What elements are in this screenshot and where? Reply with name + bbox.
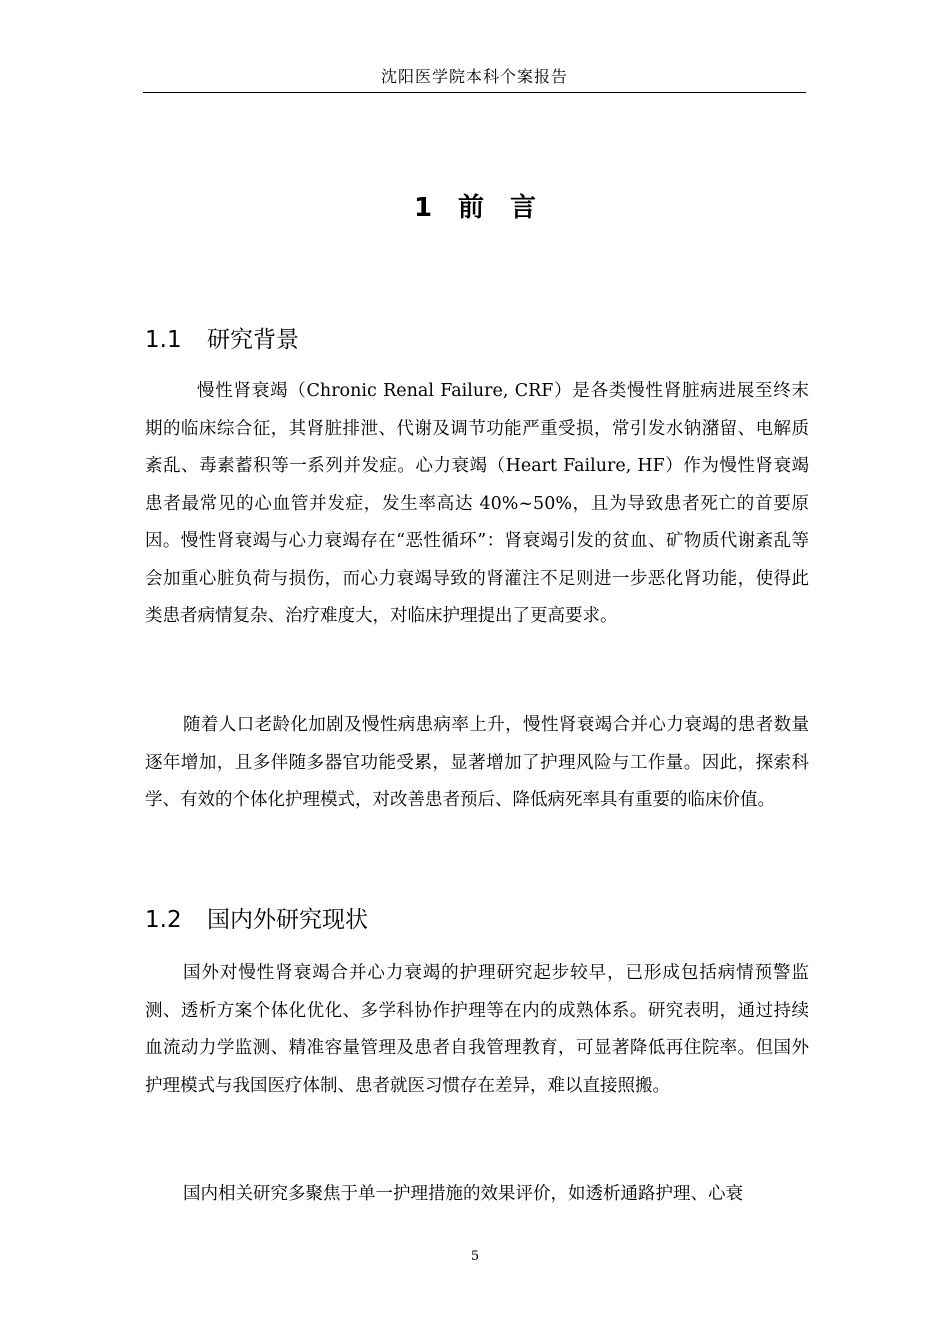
paragraph-background-1: 慢性肾衰竭（Chronic Renal Failure, CRF）是各类慢性肾脏病进展至终末期的临床综合征，其肾脏排泄、代谢及调节功能严重受损，常引发水钠潴留、电解质紊乱、毒素蓄积等一系列并发症。心力衰竭（Heart Failure, HF）作为慢性肾衰竭患者最常见的心血管并发症，发生率高达 40%~50%，且为导致患者死亡的首要原因。慢性肾衰竭与心力衰竭存在“恶性循环”：肾衰竭引发的贫血、矿物质代谢紊乱等会加重心脏负荷与损伤，而心力衰竭导致的肾灌注不足则进一步恶化肾功能，使得此类患者病情复杂、治疗难度大，对临床护理提出了更高要求。 — [145, 381, 809, 626]
paragraph-status-1: 国外对慢性肾衰竭合并心力衰竭的护理研究起步较早，已形成包括病情预警监测、透析方案个体化优化、多学科协作护理等在内的成熟体系。研究表明，通过持续血流动力学监测、精准容量管理及患者自我管理教育，可显著降低再住院率。但国外护理模式与我国医疗体制、患者就医习惯存在差异，难以直接照搬。 — [145, 963, 809, 1096]
paragraph-status-2: 国内相关研究多聚焦于单一护理措施的效果评价，如透析通路护理、心衰 — [183, 1184, 743, 1204]
page-header — [143, 66, 806, 93]
section-number: 1.1 — [145, 327, 182, 353]
section-title: 研究背景 — [207, 327, 299, 353]
section-title: 国内外研究现状 — [207, 907, 368, 933]
paragraph-background-2: 随着人口老龄化加剧及慢性病患病率上升，慢性肾衰竭合并心力衰竭的患者数量逐年增加，且多伴随多器官功能受累，显著增加了护理风险与工作量。因此，探索科学、有效的个体化护理模式，对改善患者预后、降低病死率具有重要的临床价值。 — [145, 715, 809, 810]
section-heading-1-2 — [145, 904, 368, 936]
section-number: 1.2 — [145, 907, 182, 933]
chapter-title: 1 前 言 — [413, 193, 537, 223]
header-title: 沈阳医学院本科个案报告 — [380, 67, 568, 86]
page-number: 5 — [470, 1249, 480, 1264]
section-heading-1-1 — [145, 324, 299, 356]
